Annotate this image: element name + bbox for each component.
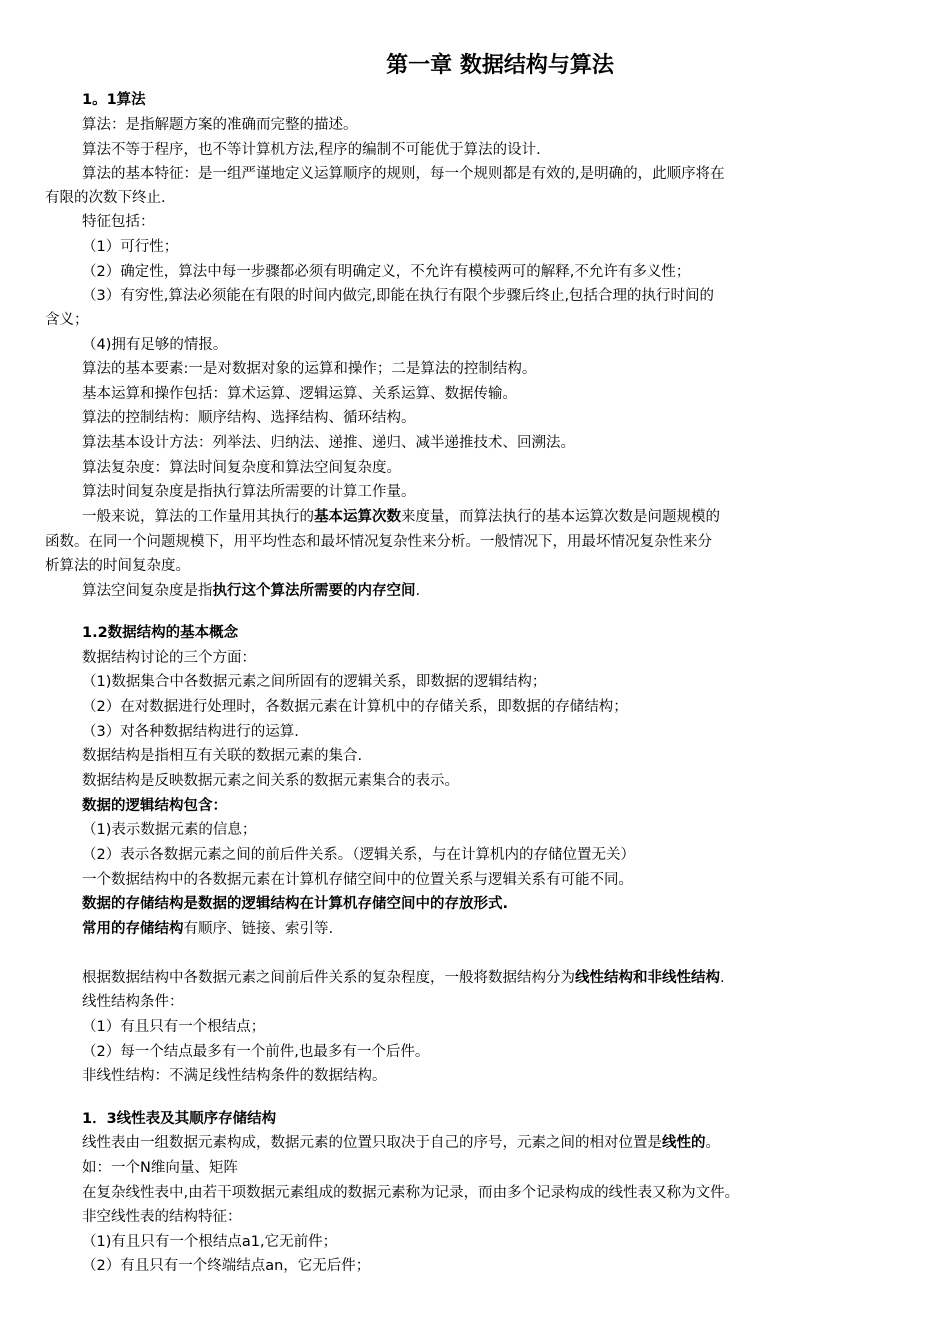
text-segment: 数据的存储结构是数据的逻辑结构在计算机存储空间中的存放形式.: [82, 896, 509, 912]
text-line: [82, 456, 401, 480]
text-segment: 非空线性表的结构特征：: [82, 1209, 242, 1225]
text-segment: 如：一个N维向量、矩阵: [82, 1160, 238, 1176]
text-segment: 。: [705, 1135, 720, 1151]
text-segment: 线性表由一组数据元素构成，数据元素的位置只取决于自己的序号，元素之间的相对位置是: [82, 1135, 662, 1151]
text-segment: 1。1算法: [82, 92, 146, 108]
text-line: [82, 794, 227, 818]
text-segment: 1.2数据结构的基本概念: [82, 625, 239, 641]
text-line: [82, 88, 146, 112]
text-line: [82, 843, 635, 867]
text-line: [45, 530, 712, 554]
text-line: [82, 1205, 242, 1229]
text-line: [82, 1230, 337, 1254]
text-segment: （2）每一个结点最多有一个前件,也最多有一个后件。: [82, 1044, 430, 1060]
text-line: [82, 431, 575, 455]
text-segment: 非线性结构：不满足线性结构条件的数据结构。: [82, 1068, 387, 1084]
text-segment: 析算法的时间复杂度。: [45, 558, 190, 574]
text-line: [45, 308, 89, 332]
text-segment: .: [720, 970, 725, 986]
chapter-title: 第一章 数据结构与算法: [386, 53, 614, 78]
text-line: [82, 744, 362, 768]
text-line: [82, 333, 227, 357]
text-segment: 1．3线性表及其顺序存储结构: [82, 1111, 277, 1127]
text-segment: 算法基本设计方法：列举法、归纳法、递推、递归、减半递推技术、回溯法。: [82, 435, 575, 451]
text-segment: 含义；: [45, 312, 89, 328]
text-line: [82, 1015, 265, 1039]
text-line: [82, 990, 184, 1014]
text-segment: （3）有穷性,算法必须能在有限的时间内做完,即能在执行有限个步骤后终止,包括合理的执行时间的: [82, 288, 715, 304]
text-segment: 基本运算和操作包括：算术运算、逻辑运算、关系运算、数据传输。: [82, 386, 517, 402]
text-segment: 来度量，而算法执行的基本运算次数是问题规模的: [401, 509, 720, 525]
text-segment: 算法的控制结构：顺序结构、选择结构、循环结构。: [82, 410, 416, 426]
text-line: [82, 670, 546, 694]
text-line: [82, 1131, 720, 1155]
text-line: [82, 695, 628, 719]
text-segment: 数据结构是指相互有关联的数据元素的集合.: [82, 748, 363, 764]
text-line: [82, 382, 517, 406]
text-segment: 有顺序、链接、索引等.: [183, 921, 334, 937]
text-line: [82, 260, 690, 284]
text-segment: 常用的存储结构: [82, 921, 184, 937]
text-segment: 线性的: [662, 1135, 706, 1151]
text-segment: （1)表示数据元素的信息；: [82, 822, 257, 838]
text-segment: （4)拥有足够的情报。: [82, 337, 228, 353]
text-segment: 执行这个算法所需要的内存空间: [212, 583, 416, 599]
text-line: [82, 210, 155, 234]
text-line: [82, 646, 256, 670]
text-segment: 一般来说，算法的工作量用其执行的: [82, 509, 314, 525]
text-line: [82, 621, 238, 645]
text-line: [82, 1064, 387, 1088]
text-line: [82, 868, 633, 892]
text-line: [82, 1254, 370, 1278]
text-segment: 算法不等于程序，也不等计算机方法,程序的编制不可能优于算法的设计.: [82, 142, 541, 158]
text-segment: .: [415, 583, 421, 599]
text-line: [82, 480, 416, 504]
text-segment: 数据结构讨论的三个方面：: [82, 650, 256, 666]
text-line: [82, 1107, 276, 1131]
text-line: [82, 138, 541, 162]
text-segment: （2）确定性，算法中每一步骤都必须有明确定义，不允许有模棱两可的解释,不允许有多义性；: [82, 264, 691, 280]
text-line: [82, 505, 720, 529]
text-segment: （1）可行性；: [82, 239, 179, 255]
text-line: [82, 1181, 739, 1205]
text-segment: 特征包括：: [82, 214, 155, 230]
text-line: [82, 720, 299, 744]
text-segment: 算法时间复杂度是指执行算法所需要的计算工作量。: [82, 484, 416, 500]
text-segment: 根据数据结构中各数据元素之间前后件关系的复杂程度，一般将数据结构分为: [82, 970, 575, 986]
text-segment: （2）表示各数据元素之间的前后件关系。（逻辑关系，与在计算机内的存储位置无关）: [82, 847, 635, 863]
text-line: [82, 579, 420, 603]
text-segment: （2）在对数据进行处理时，各数据元素在计算机中的存储关系，即数据的存储结构；: [82, 699, 628, 715]
text-line: [82, 917, 333, 941]
text-line: [82, 818, 256, 842]
text-segment: 一个数据结构中的各数据元素在计算机存储空间中的位置关系与逻辑关系有可能不同。: [82, 872, 633, 888]
text-line: [82, 966, 725, 990]
text-segment: （1)数据集合中各数据元素之间所固有的逻辑关系，即数据的逻辑结构；: [82, 674, 547, 690]
text-segment: 算法复杂度：算法时间复杂度和算法空间复杂度。: [82, 460, 401, 476]
text-segment: （1）有且只有一个根结点；: [82, 1019, 266, 1035]
text-segment: （1)有且只有一个根结点a1,它无前件；: [82, 1234, 338, 1250]
text-segment: 算法：是指解题方案的准确而完整的描述。: [82, 117, 358, 133]
text-line: [82, 162, 725, 186]
text-segment: 有限的次数下终止.: [45, 190, 166, 206]
text-segment: 线性结构条件：: [82, 994, 184, 1010]
text-segment: 算法的基本特征：是一组严谨地定义运算顺序的规则，每一个规则都是有效的,是明确的，此顺序将在: [82, 166, 725, 182]
text-segment: 算法的基本要素:一是对数据对象的运算和操作；二是算法的控制结构。: [82, 361, 537, 377]
text-line: [82, 284, 714, 308]
text-line: [82, 357, 536, 381]
text-segment: 数据结构是反映数据元素之间关系的数据元素集合的表示。: [82, 773, 459, 789]
text-line: [82, 1040, 429, 1064]
text-segment: 基本运算次数: [314, 509, 401, 525]
text-segment: 在复杂线性表中,由若干项数据元素组成的数据元素称为记录，而由多个记录构成的线性表又称为文件。: [82, 1185, 740, 1201]
text-segment: 函数。在同一个问题规模下，用平均性态和最坏情况复杂性来分析。一般情况下，用最坏情况复杂性来分: [45, 534, 712, 550]
text-segment: 算法空间复杂度是指: [82, 583, 213, 599]
text-segment: 线性结构和非线性结构: [575, 970, 720, 986]
text-segment: （3）对各种数据结构进行的运算.: [82, 724, 299, 740]
text-line: [82, 1156, 238, 1180]
text-line: [82, 113, 358, 137]
text-line: [82, 892, 508, 916]
text-line: [82, 769, 459, 793]
text-line: [82, 235, 178, 259]
text-line: [45, 554, 190, 578]
text-segment: 数据的逻辑结构包含：: [82, 798, 227, 814]
text-segment: （2）有且只有一个终端结点an，它无后件；: [82, 1258, 371, 1274]
text-line: [45, 186, 166, 210]
text-line: [82, 406, 416, 430]
